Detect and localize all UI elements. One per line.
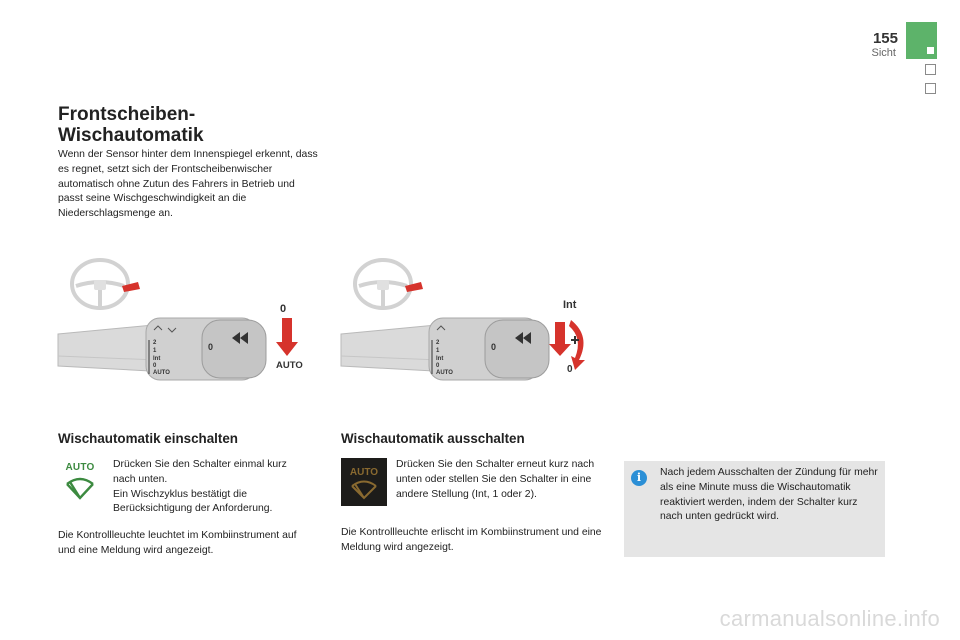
- enable-indicator-note: Die Kontrollleuchte leuchtet im Kombiinstrument auf und eine Meldung wird angezeigt.: [58, 530, 297, 556]
- stalk-mark: 0: [153, 363, 157, 369]
- stalk-illustration-auto-off: [339, 256, 601, 396]
- stalk-mark: 2: [436, 340, 440, 346]
- stalk-position-zero: 0: [208, 342, 214, 352]
- chapter-tab-box[interactable]: [925, 64, 936, 75]
- disable-indicator-note: Die Kontrollleuchte erlischt im Kombiinstrument und eine Meldung wird angezeigt.: [341, 527, 602, 553]
- auto-wiper-indicator: [62, 462, 98, 502]
- auto-indicator-label: AUTO: [65, 462, 95, 473]
- page-title-line: Frontscheiben-: [58, 104, 196, 125]
- auto-wiper-indicator-off: [341, 458, 387, 506]
- enable-instruction-line: Ein Wischzyklus bestätigt die: [113, 488, 247, 500]
- position-label-top: Int: [563, 299, 577, 311]
- arrow-curved-up-icon: [569, 320, 585, 370]
- section-label: Sicht: [871, 47, 896, 59]
- watermark: carmanualsonline.info: [719, 606, 940, 631]
- stalk-mark: 2: [153, 340, 157, 346]
- page-title-line: Wischautomatik: [58, 125, 204, 146]
- position-label-bottom: AUTO: [276, 360, 303, 371]
- arrow-down-icon: [549, 322, 571, 356]
- enable-instructions: [113, 458, 313, 517]
- stalk-mark: Int: [436, 356, 444, 362]
- info-icon: i: [631, 470, 647, 486]
- page-number: 155: [872, 30, 898, 47]
- heading-enable: Wischautomatik einschalten: [58, 431, 238, 446]
- heading-disable: Wischautomatik ausschalten: [341, 431, 525, 446]
- wiper-icon: [350, 479, 378, 501]
- wiper-icon: [64, 476, 96, 502]
- info-note-text: Nach jedem Ausschalten der Zündung für mehr als eine Minute muss die Wischautomatik reaktiviert werden, indem der Schalter kurz nach unten gedrückt wird.: [660, 467, 878, 523]
- position-label-top: 0: [280, 303, 287, 315]
- stalk-mark: 1: [436, 348, 440, 354]
- section-tab-marker: [927, 47, 934, 54]
- intro-text: Wenn der Sensor hinter dem Innenspiegel erkennt, dass es regnet, setzt sich der Frontscheibenwischer automatisch ohne Zutun des Fahrers in Betrieb und passt seine Wischgeschwindigkeit an die Niederschlagsmenge an.: [58, 149, 318, 220]
- section-tab[interactable]: [906, 22, 937, 59]
- stalk-illustration-auto-on: [56, 256, 314, 396]
- enable-instruction-line: nach unten.: [113, 473, 168, 485]
- chapter-tab-box[interactable]: [925, 83, 936, 94]
- stalk-mark: Int: [153, 356, 161, 362]
- stalk-mark: AUTO: [153, 370, 170, 376]
- position-label-bottom: 0: [567, 364, 573, 375]
- enable-instruction-line: Berücksichtigung der Anforderung.: [113, 503, 273, 515]
- auto-indicator-label: AUTO: [349, 467, 379, 478]
- stalk-mark: 0: [436, 363, 440, 369]
- disable-instructions: Drücken Sie den Schalter erneut kurz nach unten oder stellen Sie den Schalter in eine andere Stellung (Int, 1 oder 2).: [396, 459, 595, 500]
- page-title: [58, 104, 338, 146]
- stalk-mark: AUTO: [436, 370, 453, 376]
- enable-instruction-line: Drücken Sie den Schalter einmal kurz: [113, 459, 287, 470]
- stalk-position-zero: 0: [491, 342, 497, 352]
- arrow-down-icon: [276, 318, 298, 356]
- stalk-mark: 1: [153, 348, 157, 354]
